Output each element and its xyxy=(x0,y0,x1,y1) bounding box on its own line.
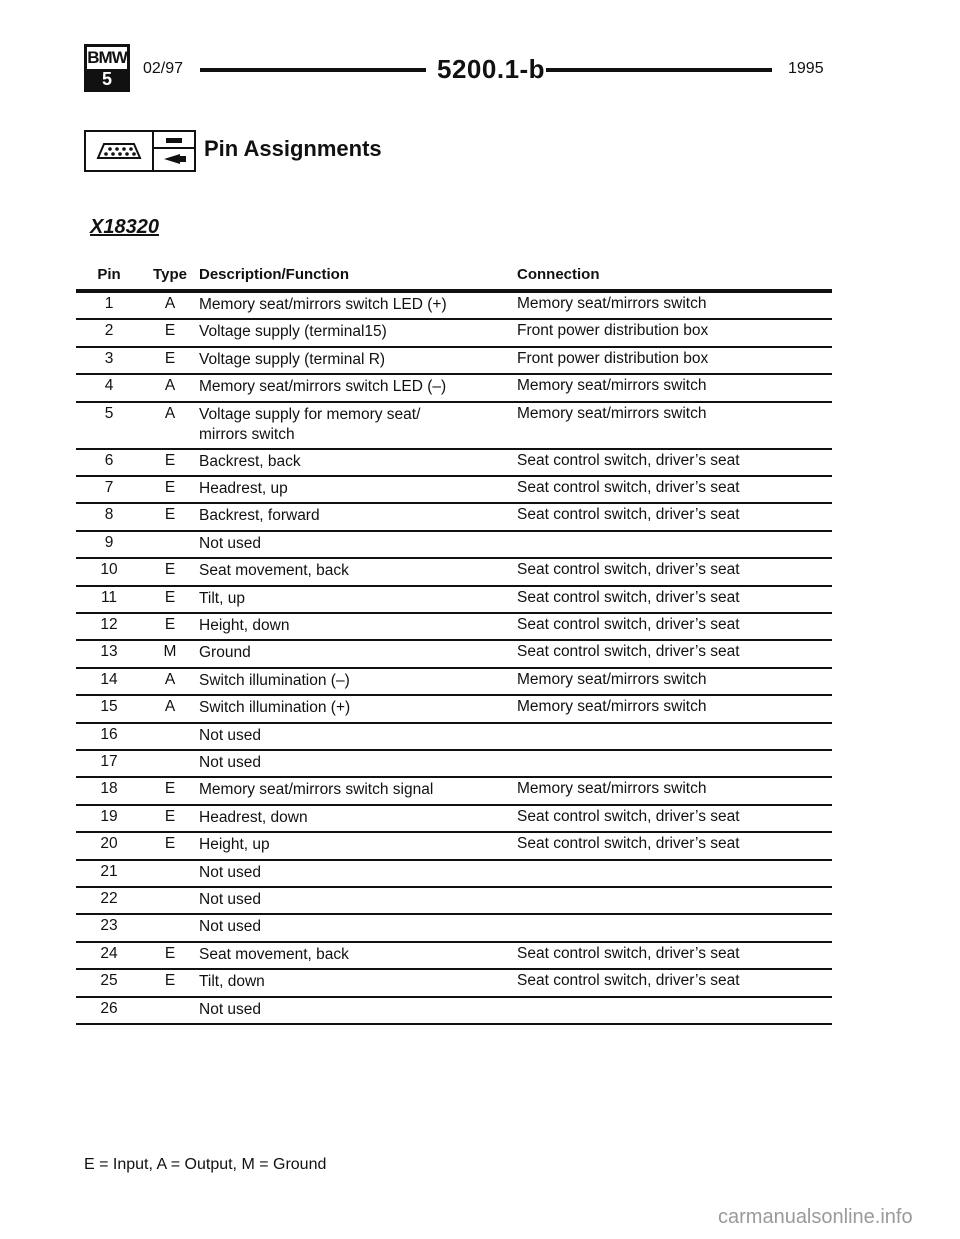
table-row xyxy=(76,589,832,613)
pin-connection: Memory seat/mirrors switch xyxy=(517,377,707,395)
row-rule xyxy=(76,585,832,587)
pin-description xyxy=(199,972,265,992)
pin-number: 11 xyxy=(100,588,118,606)
description-line: Memory seat/mirrors switch signal xyxy=(199,781,434,799)
pin-type: M xyxy=(163,643,177,661)
pin-number: 10 xyxy=(100,561,118,579)
pin-number: 3 xyxy=(104,349,114,367)
connector-icon xyxy=(84,130,154,172)
row-rule xyxy=(76,749,832,751)
pin-type: E xyxy=(164,588,176,606)
pin-number: 7 xyxy=(104,479,114,496)
pin-connection: Seat control switch, driver’s seat xyxy=(517,506,740,524)
watermark: carmanualsonline.info xyxy=(718,1206,913,1228)
table-row xyxy=(76,698,832,722)
row-rule xyxy=(76,722,832,724)
pin-number: 8 xyxy=(104,506,114,524)
description-line: Switch illumination (+) xyxy=(199,699,351,717)
pin-description xyxy=(199,671,350,691)
header-year: 1995 xyxy=(788,60,824,77)
pin-description xyxy=(199,780,433,800)
pin-description xyxy=(199,295,447,315)
pin-description xyxy=(199,890,261,910)
row-rule xyxy=(76,804,832,806)
pin-number: 12 xyxy=(100,616,118,633)
legend-footnote: E = Input, A = Output, M = Ground xyxy=(84,1156,327,1173)
row-rule xyxy=(76,612,832,614)
table-row xyxy=(76,350,832,374)
pin-connection: Seat control switch, driver’s seat xyxy=(517,972,740,990)
row-rule xyxy=(76,968,832,970)
pin-type: A xyxy=(164,698,176,716)
pin-number: 22 xyxy=(100,890,118,907)
pin-type: E xyxy=(164,835,176,853)
pin-connection: Memory seat/mirrors switch xyxy=(517,670,707,688)
pin-type: A xyxy=(164,404,176,422)
pin-description xyxy=(199,452,301,472)
pin-connection: Front power distribution box xyxy=(517,322,709,340)
pin-type: A xyxy=(164,377,176,395)
row-rule xyxy=(76,667,832,669)
table-row xyxy=(76,835,832,859)
document-code: 5200.1-b xyxy=(437,54,546,84)
pin-number: 17 xyxy=(100,753,118,770)
pin-connection: Seat control switch, driver’s seat xyxy=(517,616,740,633)
description-line: Backrest, back xyxy=(199,452,301,470)
pin-description xyxy=(199,589,245,609)
pin-number: 15 xyxy=(100,698,118,716)
pin-connection: Seat control switch, driver’s seat xyxy=(517,451,740,469)
row-rule xyxy=(76,346,832,348)
table-row xyxy=(76,405,832,449)
description-line: Voltage supply for memory seat/ xyxy=(199,405,421,423)
table-row xyxy=(76,322,832,346)
column-header-connection: Connection xyxy=(517,266,600,283)
table-row xyxy=(76,616,832,640)
pin-number: 1 xyxy=(104,295,114,312)
row-rule xyxy=(76,639,832,641)
pin-number: 24 xyxy=(100,944,118,962)
pin-description xyxy=(199,808,308,828)
pin-type: E xyxy=(164,506,176,524)
row-rule xyxy=(76,557,832,559)
row-rule xyxy=(76,913,832,915)
pin-connection: Seat control switch, driver’s seat xyxy=(517,643,740,661)
row-rule xyxy=(76,530,832,532)
table-row xyxy=(76,561,832,585)
description-line: Height, up xyxy=(199,836,270,854)
pin-type: E xyxy=(164,807,176,825)
table-row xyxy=(76,863,832,887)
table-row xyxy=(76,534,832,558)
pin-type: E xyxy=(164,616,176,633)
table-row xyxy=(76,671,832,695)
row-rule xyxy=(76,831,832,833)
table-row xyxy=(76,643,832,667)
pin-number: 16 xyxy=(100,725,118,743)
row-rule xyxy=(76,1023,832,1025)
description-line: Memory seat/mirrors switch LED (–) xyxy=(199,378,447,396)
row-rule xyxy=(76,694,832,696)
pin-description xyxy=(199,616,289,636)
description-line: Not used xyxy=(199,891,262,908)
description-line: Not used xyxy=(199,1000,262,1018)
pin-description xyxy=(199,350,385,370)
header-rule-left xyxy=(200,68,426,72)
header-rule-right xyxy=(546,68,772,72)
description-line: Not used xyxy=(199,534,262,552)
row-rule xyxy=(76,776,832,778)
pin-type: E xyxy=(164,780,176,798)
pin-description xyxy=(199,561,349,581)
pin-number: 9 xyxy=(104,533,114,551)
description-line: Not used xyxy=(199,726,262,744)
table-row xyxy=(76,295,832,319)
pin-connection: Seat control switch, driver’s seat xyxy=(517,588,740,606)
pin-type: E xyxy=(164,451,176,469)
pin-type: E xyxy=(164,944,176,962)
description-line: Tilt, down xyxy=(199,973,265,991)
row-rule xyxy=(76,373,832,375)
table-row xyxy=(76,972,832,996)
table-row xyxy=(76,945,832,969)
pin-description xyxy=(199,753,261,773)
row-rule xyxy=(76,318,832,320)
table-row xyxy=(76,808,832,832)
pin-description xyxy=(199,643,251,663)
pin-connection: Seat control switch, driver’s seat xyxy=(517,807,740,825)
row-rule xyxy=(76,859,832,861)
table-row xyxy=(76,479,832,503)
pin-type: E xyxy=(164,561,176,579)
row-rule xyxy=(76,401,832,403)
table-row xyxy=(76,780,832,804)
description-line: Voltage supply (terminal15) xyxy=(199,323,387,341)
table-row xyxy=(76,917,832,941)
column-header-type: Type xyxy=(153,266,187,283)
description-line: Memory seat/mirrors switch LED (+) xyxy=(199,296,447,313)
row-rule xyxy=(76,502,832,504)
pin-connection: Seat control switch, driver’s seat xyxy=(517,561,740,579)
pin-description xyxy=(199,863,261,883)
pin-connection: Front power distribution box xyxy=(517,349,709,367)
description-line: Ground xyxy=(199,644,251,662)
pin-description xyxy=(199,322,387,342)
description-line: Seat movement, back xyxy=(199,562,349,580)
pin-number: 18 xyxy=(100,780,118,798)
description-line: Backrest, forward xyxy=(199,507,320,525)
description-line: Tilt, up xyxy=(199,589,245,607)
pin-description xyxy=(199,835,270,855)
pin-description xyxy=(199,506,320,526)
pin-number: 19 xyxy=(100,807,118,825)
pin-description xyxy=(199,945,349,965)
table-header-rule xyxy=(76,289,832,293)
row-rule xyxy=(76,941,832,943)
pin-number: 6 xyxy=(104,451,114,469)
description-line: Height, down xyxy=(199,617,290,634)
pin-connection: Seat control switch, driver’s seat xyxy=(517,835,740,853)
pin-number: 14 xyxy=(100,670,118,688)
pin-connection: Memory seat/mirrors switch xyxy=(517,780,707,798)
description-line: Not used xyxy=(199,918,262,936)
pin-connection: Seat control switch, driver’s seat xyxy=(517,944,740,962)
description-line: Voltage supply (terminal R) xyxy=(199,350,386,368)
table-row xyxy=(76,506,832,530)
table-row xyxy=(76,377,832,401)
row-rule xyxy=(76,996,832,998)
table-row xyxy=(76,753,832,777)
pin-type: E xyxy=(164,349,176,367)
logo-bottom-text: 5 xyxy=(87,69,127,89)
row-rule xyxy=(76,475,832,477)
pin-description xyxy=(199,917,261,937)
logo-top-text: BMW xyxy=(87,48,127,67)
pin-description xyxy=(199,698,350,718)
table-row xyxy=(76,1000,832,1024)
pin-description xyxy=(199,726,261,746)
description-line: Headrest, down xyxy=(199,808,308,826)
description-line: Switch illumination (–) xyxy=(199,671,350,689)
table-row xyxy=(76,452,832,476)
pin-description xyxy=(199,377,446,397)
row-rule xyxy=(76,886,832,888)
pin-type: E xyxy=(164,479,176,496)
pin-number: 5 xyxy=(104,404,114,422)
description-line: Headrest, up xyxy=(199,480,288,497)
pin-type: A xyxy=(164,670,176,688)
table-row xyxy=(76,890,832,914)
pin-connection: Memory seat/mirrors switch xyxy=(517,295,707,312)
pin-number: 13 xyxy=(100,643,118,661)
pin-number: 21 xyxy=(100,862,118,880)
pin-connection: Memory seat/mirrors switch xyxy=(517,698,707,716)
pin-number: 2 xyxy=(104,322,114,340)
table-row xyxy=(76,726,832,750)
pin-type: E xyxy=(164,972,176,990)
section-title: Pin Assignments xyxy=(204,136,382,161)
description-line: Not used xyxy=(199,754,262,771)
connector-id: X18320 xyxy=(90,216,159,238)
pin-description xyxy=(199,405,420,445)
description-line: mirrors switch xyxy=(199,425,295,443)
pin-number: 20 xyxy=(100,835,118,853)
pin-type: A xyxy=(164,295,176,312)
pin-description xyxy=(199,1000,261,1020)
pin-number: 23 xyxy=(100,917,118,935)
description-line: Not used xyxy=(199,863,262,881)
description-line: Seat movement, back xyxy=(199,945,349,963)
pin-number: 26 xyxy=(100,999,118,1017)
header-date: 02/97 xyxy=(143,60,184,77)
pin-number: 25 xyxy=(100,972,118,990)
pin-description xyxy=(199,534,261,554)
pin-assignment-icon xyxy=(152,130,196,172)
pin-connection: Memory seat/mirrors switch xyxy=(517,404,707,422)
pin-description xyxy=(199,479,288,499)
column-header-pin: Pin xyxy=(97,266,121,283)
row-rule xyxy=(76,448,832,450)
column-header-description: Description/Function xyxy=(199,266,349,283)
pin-number: 4 xyxy=(104,377,114,395)
pin-type: E xyxy=(164,322,176,340)
bmw-5-logo xyxy=(84,44,130,92)
pin-connection: Seat control switch, driver’s seat xyxy=(517,479,740,496)
